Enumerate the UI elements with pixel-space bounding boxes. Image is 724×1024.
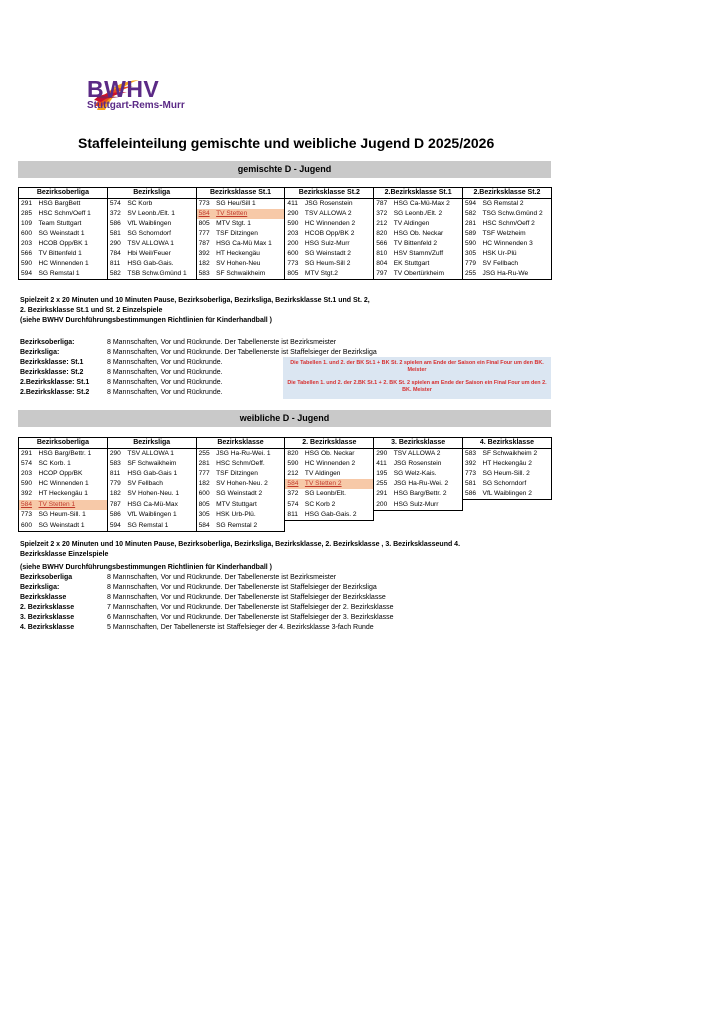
team-name: SG Weinstadt 1 [37,229,108,239]
info-line [20,573,394,583]
team-name: TV Aldingen [303,469,374,479]
info-text: 7 Mannschaften, Vor und Rückrunde. Der Tabellenerste ist Staffelsieger der 2. Bezirksklasse [107,604,394,611]
team-name: HT Heckengäu 2 [481,459,552,469]
final-four-note-1: Die Tabellen 1. und 2. der BK St.1 + BK St. 2 spielen am Ende der Saison ein Final Four um den BK. Meister [290,360,544,373]
team-number: 582 [107,269,125,280]
team-name: HCOB Opp/BK 2 [303,229,374,239]
team-number: 392 [463,459,481,469]
info-line [20,378,377,388]
team-name: JSG Ha-Ru-Wei. 1 [214,449,285,460]
team-name: SG Remstal 2 [481,199,552,210]
team-number: 291 [19,199,37,210]
info-label: Bezirksklasse: St.1 [20,359,84,366]
table-row [19,229,552,239]
team-name: SV Hohen-Neu [214,259,285,269]
team-number: 255 [463,269,481,280]
column-header: Bezirksliga [107,188,196,199]
team-number: 600 [19,521,37,532]
info-line [20,368,377,378]
team-number: 584 [196,209,214,219]
mixed-info-list [20,338,377,398]
female-note-line: Spielzeit 2 x 20 Minuten und 10 Minuten Pause, Bezirksoberliga, Bezirksliga, Bezirksklasse, 2. Bezirksklasse , 3. Bezirksklasseund 4. [20,541,461,548]
info-text: 8 Mannschaften, Vor und Rückrunde. Der Tabellenerste ist Staffelsieger der Bezirksliga [107,584,377,591]
team-number: 804 [374,259,392,269]
team-name: HSC Schm/Oeff 2 [481,219,552,229]
info-text: 8 Mannschaften, Vor und Rückrunde. Der Tabellenerste ist Staffelsieger der Bezirksliga [107,349,377,356]
team-number: 392 [19,489,37,500]
info-line [20,593,394,603]
team-number: 584 [19,500,37,511]
team-name: SG Remstal 1 [37,269,108,280]
team-name: JSG Ha-Ru-We [481,269,552,280]
team-name: JSG Ha-Ru-Wei. 2 [392,479,463,489]
team-number: 255 [196,449,214,460]
team-number: 811 [285,510,303,521]
team-number: 305 [196,510,214,521]
team-number: 411 [374,459,392,469]
team-number: 182 [196,479,214,489]
team-number: 582 [463,209,481,219]
team-name: HSK Urb-Plü. [214,510,285,521]
table-row [19,459,552,469]
team-name: JSG Rosenstein [392,459,463,469]
team-name: TV Bittenfeld 1 [37,249,108,259]
logo-subtitle: Stuttgart-Rems-Murr [87,100,185,111]
team-name: HC Winnenden 1 [37,479,108,489]
team-name: Team Stuttgart [37,219,108,229]
table-row [19,269,552,280]
team-number: 600 [285,249,303,259]
team-name: TSB Schw.Gmünd 1 [125,269,196,280]
team-name [481,500,552,511]
team-name: HSG Gab-Gais 1 [125,469,196,479]
table-row [19,209,552,219]
team-name [392,521,463,532]
team-number: 212 [285,469,303,479]
team-name: SG Heum-Sill. 1 [37,510,108,521]
column-header: 2.Bezirksklasse St.1 [374,188,463,199]
female-note-line: (siehe BWHV Durchführungsbestimmungen Richtlinien für Kinderhandball ) [20,564,273,571]
team-name [481,510,552,521]
team-number: 584 [285,479,303,489]
info-label: 2.Bezirksklasse: St.2 [20,389,90,396]
team-number: 590 [285,219,303,229]
team-name: SG Weinstadt 2 [214,489,285,500]
team-name: SG Heum-Sill. 2 [481,469,552,479]
column-header: Bezirksliga [107,438,196,449]
team-name: MTV Stgt.2 [303,269,374,280]
team-name: HT Heckengäu [214,249,285,259]
team-number: 285 [19,209,37,219]
team-number: 581 [463,479,481,489]
mixed-note-line: 2. Bezirksklasse St.1 und St. 2 Einzelspiele [20,307,163,314]
team-number: 773 [463,469,481,479]
team-number: 777 [196,229,214,239]
info-label: Bezirksoberliga [20,574,73,581]
team-number: 290 [107,449,125,460]
female-league-table [18,437,552,532]
table-row [19,500,552,511]
team-name: SG Remstal 2 [214,521,285,532]
team-number [463,510,481,521]
team-name: SV Fellbach [125,479,196,489]
info-line [20,358,377,368]
team-number: 281 [196,459,214,469]
team-number: 581 [107,229,125,239]
team-name: TSG Schw.Gmünd 2 [481,209,552,219]
final-four-note-2: Die Tabellen 1. und 2. der 2.BK St.1 + 2. BK St. 2 spielen am Ende der Saison ein Final Four um den 2. BK. Meister [287,380,547,393]
team-number: 109 [19,219,37,229]
team-name: SG Remstal 1 [125,521,196,532]
team-name: SG Schorndorf [125,229,196,239]
team-number: 372 [107,209,125,219]
female-notes [20,540,460,573]
column-header: Bezirksklasse St.1 [196,188,285,199]
team-name: HC Winnenden 2 [303,219,374,229]
column-header: Bezirksoberliga [19,438,108,449]
column-header: Bezirksklasse St.2 [285,188,374,199]
team-number: 779 [107,479,125,489]
team-name: SF Schwaikheim [125,459,196,469]
team-name: HSG Sulz-Murr [392,500,463,511]
team-name [392,510,463,521]
team-name: HC Winnenden 2 [303,459,374,469]
team-name: SC Korb [125,199,196,210]
info-text: 8 Mannschaften, Vor und Rückrunde. Der Tabellenerste ist Bezirksmeister [107,574,337,581]
team-name: TSV ALLOWA 2 [392,449,463,460]
team-number: 411 [285,199,303,210]
mixed-league-table [18,187,552,280]
team-number: 594 [463,199,481,210]
team-number: 820 [285,449,303,460]
table-row [19,259,552,269]
team-number: 586 [107,510,125,521]
team-number: 805 [196,500,214,511]
team-number: 566 [19,249,37,259]
team-number: 784 [107,249,125,259]
table-row [19,510,552,521]
team-number: 372 [374,209,392,219]
team-name: SF Schwaikheim 2 [481,449,552,460]
info-label: 2. Bezirksklasse [20,604,75,611]
team-name: HSG Ca-Mü-Max [125,500,196,511]
team-name: TV Aldingen [392,219,463,229]
info-line [20,623,394,633]
team-number: 182 [107,489,125,500]
team-name: HSG Gab-Gais. 2 [303,510,374,521]
team-number: 810 [374,249,392,259]
team-name: SV Leonb./Elt. 1 [125,209,196,219]
team-number: 566 [374,239,392,249]
logo-title: BWHV [87,76,160,102]
team-name: SV Hohen-Neu. 2 [214,479,285,489]
mixed-note-line: Spielzeit 2 x 20 Minuten und 10 Minuten Pause, Bezirksoberliga, Bezirksliga, Bezirksklasse St.1 und St. 2, [20,297,370,304]
info-text: 6 Mannschaften, Vor und Rückrunde. Der Tabellenerste ist Staffelsieger der 3. Bezirksklasse [107,614,394,621]
team-number: 574 [107,199,125,210]
team-name: VfL Waiblingen 2 [481,489,552,500]
info-line [20,603,394,613]
table-row [19,449,552,460]
team-name: MTV Stuttgart [214,500,285,511]
column-header: 4. Bezirksklasse [463,438,552,449]
info-text: 8 Mannschaften, Vor und Rückrunde. Der Tabellenerste ist Bezirksmeister [107,339,337,346]
team-number: 600 [19,229,37,239]
info-label: Bezirksliga: [20,584,60,591]
team-name: HC Winnenden 1 [37,259,108,269]
mixed-banner: gemischte D - Jugend [18,161,551,178]
female-banner: weibliche D - Jugend [18,410,551,427]
team-name: TV Bittenfeld 2 [392,239,463,249]
team-name: SG Leonb/Elt. [303,489,374,500]
mixed-notes [20,296,370,326]
team-name: Hbi Weil/Feuer [125,249,196,259]
team-number: 291 [19,449,37,460]
column-header: 3. Bezirksklasse [374,438,463,449]
table-row [19,489,552,500]
team-number: 805 [285,269,303,280]
team-number: 590 [19,479,37,489]
team-name: SC Korb. 1 [37,459,108,469]
info-text: 8 Mannschaften, Vor und Rückrunde. [107,389,223,396]
team-name: TSV ALLOWA 1 [125,239,196,249]
team-name: TV Stetten 1 [37,500,108,511]
info-text: 8 Mannschaften, Vor und Rückrunde. Der Tabellenerste ist Staffelsieger der Bezirksklasse [107,594,386,601]
team-name: HSG BargBett [37,199,108,210]
team-number: 590 [285,459,303,469]
team-number: 583 [107,459,125,469]
team-number: 773 [285,259,303,269]
team-number: 203 [19,469,37,479]
team-name: TSF Ditzingen [214,229,285,239]
info-text: 8 Mannschaften, Vor und Rückrunde. [107,379,223,386]
team-number: 212 [374,219,392,229]
team-number: 281 [463,219,481,229]
team-name: JSG Rosenstein [303,199,374,210]
team-number: 787 [374,199,392,210]
team-number: 779 [463,259,481,269]
team-number: 811 [107,469,125,479]
team-number: 787 [196,239,214,249]
team-number: 811 [107,259,125,269]
team-number: 574 [19,459,37,469]
team-number: 182 [196,259,214,269]
team-number [374,521,392,532]
team-name [481,521,552,532]
team-number: 203 [19,239,37,249]
team-number: 290 [374,449,392,460]
team-name: TV Stetten 2 [303,479,374,489]
table-row [19,199,552,210]
table-row [19,469,552,479]
info-label: 3. Bezirksklasse [20,614,75,621]
team-number: 195 [374,469,392,479]
team-name: HSG Ca-Mü Max 1 [214,239,285,249]
team-name: TSV ALLOWA 2 [303,209,374,219]
team-name: HSK Ur-Plü [481,249,552,259]
team-number: 773 [19,510,37,521]
team-name: TSF Ditzingen [214,469,285,479]
table-row [19,219,552,229]
team-name: HC Winnenden 3 [481,239,552,249]
info-line [20,388,377,398]
team-number: 584 [196,521,214,532]
team-number [463,521,481,532]
team-name: SV Hohen-Neu. 1 [125,489,196,500]
info-label: Bezirksoberliga: [20,339,75,346]
team-name: HSG Sulz-Murr [303,239,374,249]
mixed-note-line: (siehe BWHV Durchführungsbestimmungen Richtlinien für Kinderhandball ) [20,317,273,324]
team-number: 290 [107,239,125,249]
female-info-list [20,573,394,633]
team-name: HSG Ob. Neckar [392,229,463,239]
team-number: 586 [463,489,481,500]
team-name: SG Leonb./Elt. 2 [392,209,463,219]
team-name: EK Stuttgart [392,259,463,269]
page-title: Staffeleinteilung gemischte und weibliche Jugend D 2025/2026 [78,135,495,151]
info-line [20,583,394,593]
team-number: 787 [107,500,125,511]
info-line [20,348,377,358]
female-note-line: Bezirksklasse Einzelspiele [20,551,109,558]
team-name: TV Stetten [214,209,285,219]
team-name: HCOP Opp/BK [37,469,108,479]
team-name: HSG Ca-Mü-Max 2 [392,199,463,210]
info-label: 4. Bezirksklasse [20,624,75,631]
team-name: HSC Schm/Oeff. [214,459,285,469]
column-header: Bezirksklasse [196,438,285,449]
team-name: HSG Barg/Bettr. 1 [37,449,108,460]
team-name: VfL Waiblingen 1 [125,510,196,521]
table-row [19,521,552,532]
team-name: SG Weinstadt 2 [303,249,374,259]
team-name: HCOB Opp/BK 1 [37,239,108,249]
team-name: SG Heum-Sill 2 [303,259,374,269]
team-number: 805 [196,219,214,229]
team-name: SC Korb 2 [303,500,374,511]
column-header: 2.Bezirksklasse St.2 [463,188,552,199]
team-name: SF Schwaikheim [214,269,285,280]
team-number: 255 [374,479,392,489]
team-name: TV Obertürkheim [392,269,463,280]
info-text: 8 Mannschaften, Vor und Rückrunde. [107,369,223,376]
team-number: 200 [374,500,392,511]
team-number: 392 [196,249,214,259]
team-number: 574 [285,500,303,511]
team-number: 590 [19,259,37,269]
info-label: Bezirksliga: [20,349,60,356]
info-label: Bezirksklasse: St.2 [20,369,84,376]
team-number: 594 [107,521,125,532]
team-name: MTV Stgt. 1 [214,219,285,229]
team-number: 586 [107,219,125,229]
team-number: 797 [374,269,392,280]
team-number: 372 [285,489,303,500]
team-name: SG Weinstadt 1 [37,521,108,532]
team-number: 773 [196,199,214,210]
team-name: SG Heu/Sill 1 [214,199,285,210]
team-number: 583 [196,269,214,280]
team-number: 290 [285,209,303,219]
team-name: HSG Gab-Gais. [125,259,196,269]
team-number: 203 [285,229,303,239]
table-row [19,479,552,489]
team-number: 583 [463,449,481,460]
team-number: 600 [196,489,214,500]
column-header: Bezirksoberliga [19,188,108,199]
team-number [374,510,392,521]
team-name: VfL Waiblingen [125,219,196,229]
team-name: HSG Barg/Bettr. 2 [392,489,463,500]
table-row [19,249,552,259]
info-label: 2.Bezirksklasse: St.1 [20,379,90,386]
team-number: 820 [374,229,392,239]
team-number: 305 [463,249,481,259]
team-name: HSG Ob. Neckar [303,449,374,460]
team-number: 291 [374,489,392,500]
team-name: SG Welz-Kais. [392,469,463,479]
team-number [463,500,481,511]
team-name: HT Heckengäu 1 [37,489,108,500]
column-header: 2. Bezirksklasse [285,438,374,449]
info-line [20,613,394,623]
info-label: Bezirksklasse [20,594,67,601]
info-line [20,338,377,348]
table-row [19,239,552,249]
team-name: SG Schorndorf [481,479,552,489]
team-number [285,521,303,532]
team-number: 594 [19,269,37,280]
team-number: 200 [285,239,303,249]
team-name: HSV Stamm/Zuff [392,249,463,259]
info-text: 8 Mannschaften, Vor und Rückrunde. [107,359,223,366]
team-name: HSC Schm/Oeff 1 [37,209,108,219]
team-name: TSF Welzheim [481,229,552,239]
info-text: 5 Mannschaften, Der Tabellenerste ist Staffelsieger der 4. Bezirksklasse 3-fach Runde [107,624,374,631]
team-name [303,521,374,532]
team-name: TSV ALLOWA 1 [125,449,196,460]
team-number: 777 [196,469,214,479]
team-name: SV Fellbach [481,259,552,269]
team-number: 589 [463,229,481,239]
team-number: 590 [463,239,481,249]
